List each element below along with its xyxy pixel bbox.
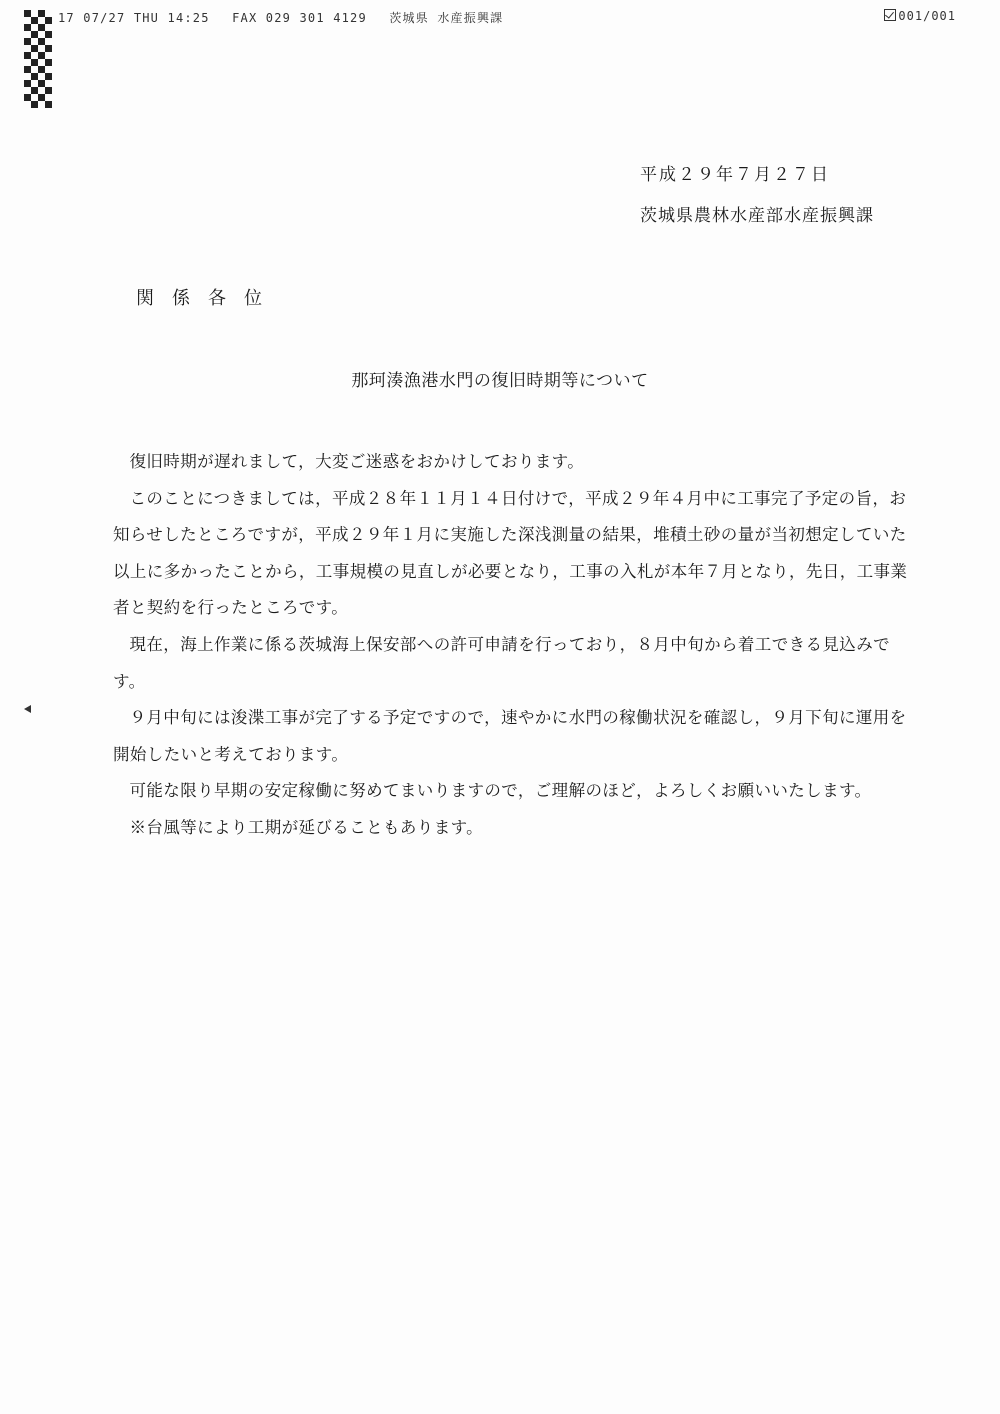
body-paragraph: 可能な限り早期の安定稼働に努めてまいりますので，ご理解のほど，よろしくお願いいたします。 (129, 781, 872, 801)
fax-page-count (884, 9, 956, 23)
letter-subject: 那珂湊漁港水門の復旧時期等について (351, 371, 649, 391)
fax-header (58, 9, 517, 26)
body-paragraph: このことにつきましては，平成２８年１１月１４日付けで，平成２９年４月中に工事完了予定の旨，お知らせしたところですが，平成２９年１月に実施した深浅測量の結果，堆積土砂の量が当初想定していた以上に多かったことから，工事規模の見直しが必要となり，工事の入札が本年７月となり，先日，工事業者と契約を行ったところです。 (113, 488, 908, 618)
body-note: ※台風等により工期が延びることもあります。 (129, 817, 484, 837)
letter-body (113, 444, 913, 847)
letter-date: 平成２９年７月２７日 (640, 165, 830, 185)
triangle-left-icon (24, 705, 31, 713)
fax-checker-mark-icon (24, 10, 52, 108)
fax-number: FAX 029 301 4129 (232, 11, 367, 25)
fax-page-label: 001/001 (898, 9, 956, 23)
body-paragraph: ９月中旬には浚渫工事が完了する予定ですので，速やかに水門の稼働状況を確認し，９月下旬に運用を開始したいと考えております。 (113, 708, 907, 764)
letter-addressee: 関係各位 (136, 288, 280, 309)
letter-organization: 茨城県農林水産部水産振興課 (640, 206, 874, 226)
fax-sender: 茨城県 水産振興課 (389, 11, 504, 25)
body-paragraph: 現在，海上作業に係る茨城海上保安部への許可申請を行っており，８月中旬から着工できる見込みです。 (113, 634, 890, 691)
body-paragraph: 復旧時期が遅れまして，大変ご迷惑をおかけしております。 (129, 452, 585, 471)
checkbox-icon (884, 9, 896, 21)
fax-datetime: 17 07/27 THU 14:25 (58, 11, 210, 25)
